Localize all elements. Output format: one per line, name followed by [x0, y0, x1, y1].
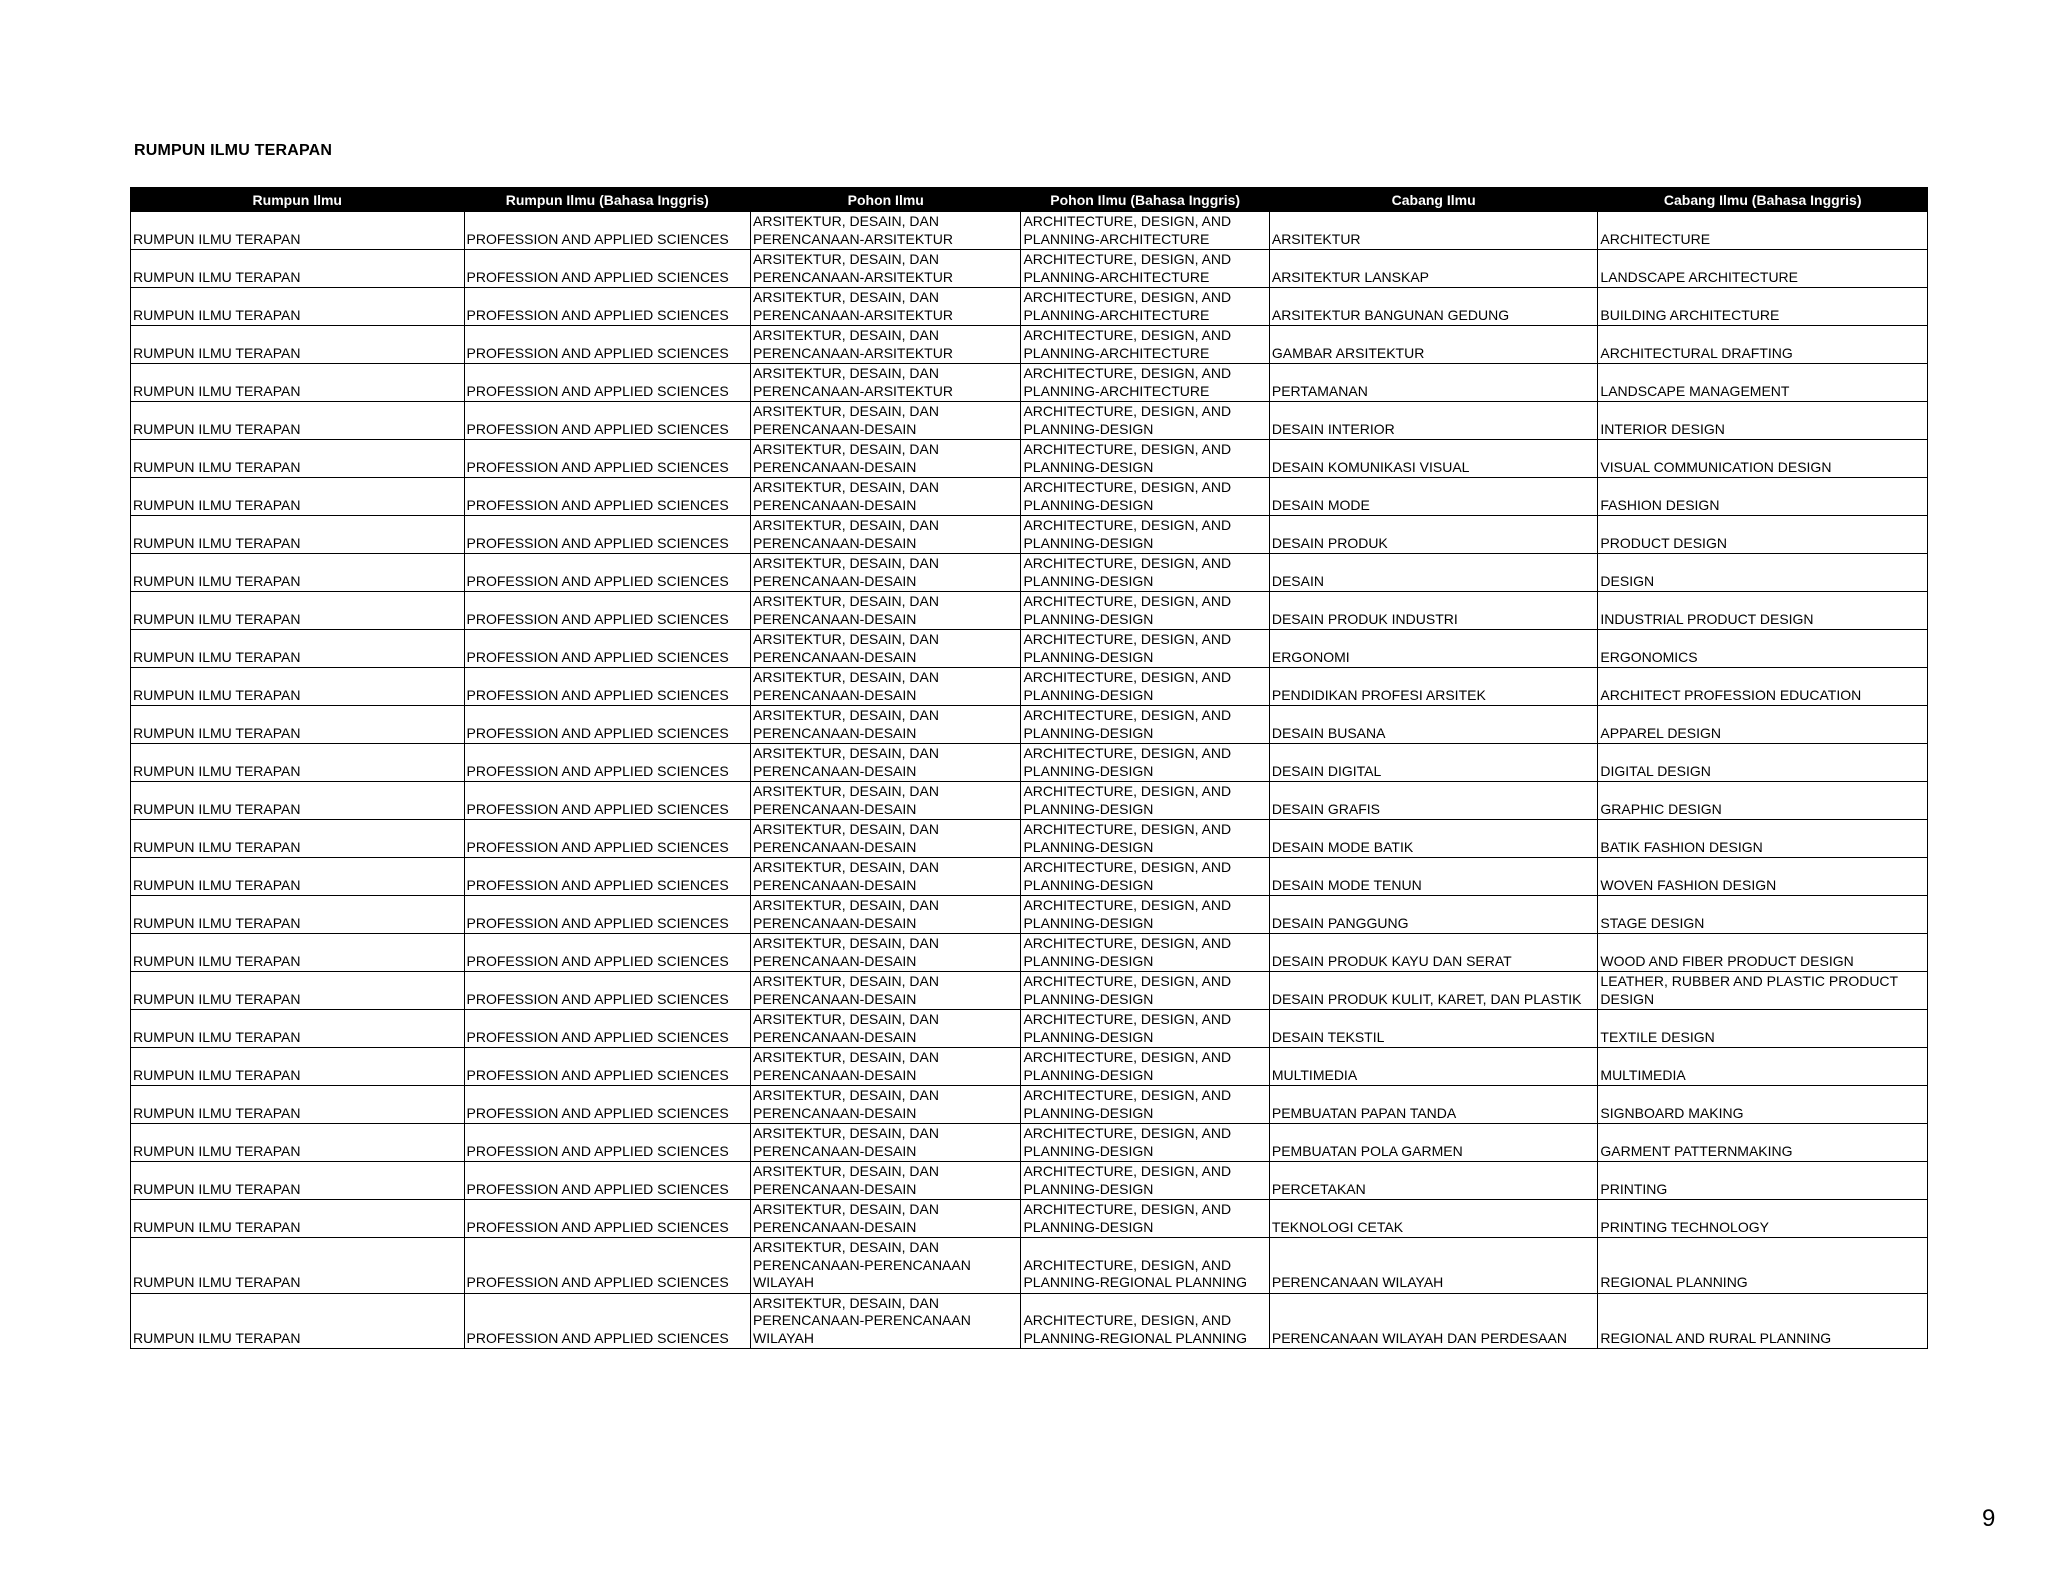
cell-pohon-ilmu-english: ARCHITECTURE, DESIGN, AND PLANNING-DESIGN: [1021, 630, 1269, 668]
cell-cabang-ilmu: DESAIN PRODUK KAYU DAN SERAT: [1269, 934, 1598, 972]
table-row: [131, 934, 1928, 972]
cell-pohon-ilmu-english: ARCHITECTURE, DESIGN, AND PLANNING-DESIGN: [1021, 858, 1269, 896]
cell-rumpun-ilmu: RUMPUN ILMU TERAPAN: [131, 782, 465, 820]
cell-cabang-ilmu: PENDIDIKAN PROFESI ARSITEK: [1269, 668, 1598, 706]
cell-rumpun-ilmu-english: PROFESSION AND APPLIED SCIENCES: [464, 1293, 750, 1349]
cell-cabang-ilmu-english: LEATHER, RUBBER AND PLASTIC PRODUCT DESIGN: [1598, 972, 1928, 1010]
cell-pohon-ilmu: ARSITEKTUR, DESAIN, DAN PERENCANAAN-DESAIN: [751, 934, 1021, 972]
table-row: [131, 630, 1928, 668]
cell-rumpun-ilmu-english: PROFESSION AND APPLIED SCIENCES: [464, 288, 750, 326]
cell-cabang-ilmu: PEMBUATAN POLA GARMEN: [1269, 1124, 1598, 1162]
cell-cabang-ilmu: MULTIMEDIA: [1269, 1048, 1598, 1086]
table-row: [131, 402, 1928, 440]
cell-cabang-ilmu-english: GRAPHIC DESIGN: [1598, 782, 1928, 820]
cell-pohon-ilmu-english: ARCHITECTURE, DESIGN, AND PLANNING-REGIONAL PLANNING: [1021, 1238, 1269, 1294]
cell-cabang-ilmu: DESAIN TEKSTIL: [1269, 1010, 1598, 1048]
cell-pohon-ilmu: ARSITEKTUR, DESAIN, DAN PERENCANAAN-DESAIN: [751, 402, 1021, 440]
cell-cabang-ilmu: DESAIN BUSANA: [1269, 706, 1598, 744]
cell-rumpun-ilmu-english: PROFESSION AND APPLIED SCIENCES: [464, 820, 750, 858]
cell-cabang-ilmu-english: PRINTING: [1598, 1162, 1928, 1200]
table-row: [131, 516, 1928, 554]
cell-rumpun-ilmu: RUMPUN ILMU TERAPAN: [131, 896, 465, 934]
cell-pohon-ilmu-english: ARCHITECTURE, DESIGN, AND PLANNING-ARCHITECTURE: [1021, 364, 1269, 402]
cell-cabang-ilmu-english: ERGONOMICS: [1598, 630, 1928, 668]
cell-pohon-ilmu: ARSITEKTUR, DESAIN, DAN PERENCANAAN-DESAIN: [751, 1200, 1021, 1238]
cell-cabang-ilmu-english: TEXTILE DESIGN: [1598, 1010, 1928, 1048]
cell-pohon-ilmu: ARSITEKTUR, DESAIN, DAN PERENCANAAN-ARSITEKTUR: [751, 288, 1021, 326]
cell-pohon-ilmu: ARSITEKTUR, DESAIN, DAN PERENCANAAN-DESAIN: [751, 478, 1021, 516]
cell-cabang-ilmu: ARSITEKTUR LANSKAP: [1269, 250, 1598, 288]
cell-rumpun-ilmu-english: PROFESSION AND APPLIED SCIENCES: [464, 516, 750, 554]
cell-pohon-ilmu-english: ARCHITECTURE, DESIGN, AND PLANNING-DESIGN: [1021, 516, 1269, 554]
cell-pohon-ilmu-english: ARCHITECTURE, DESIGN, AND PLANNING-DESIGN: [1021, 402, 1269, 440]
table-row: [131, 706, 1928, 744]
taxonomy-table-container: [130, 187, 1928, 1349]
cell-cabang-ilmu-english: BATIK FASHION DESIGN: [1598, 820, 1928, 858]
cell-pohon-ilmu-english: ARCHITECTURE, DESIGN, AND PLANNING-DESIGN: [1021, 1086, 1269, 1124]
table-row: [131, 858, 1928, 896]
table-row: [131, 1293, 1928, 1349]
cell-cabang-ilmu-english: REGIONAL PLANNING: [1598, 1238, 1928, 1294]
cell-rumpun-ilmu-english: PROFESSION AND APPLIED SCIENCES: [464, 972, 750, 1010]
cell-pohon-ilmu: ARSITEKTUR, DESAIN, DAN PERENCANAAN-DESAIN: [751, 592, 1021, 630]
table-row: [131, 440, 1928, 478]
cell-cabang-ilmu-english: APPAREL DESIGN: [1598, 706, 1928, 744]
cell-rumpun-ilmu-english: PROFESSION AND APPLIED SCIENCES: [464, 668, 750, 706]
cell-cabang-ilmu: PEMBUATAN PAPAN TANDA: [1269, 1086, 1598, 1124]
cell-pohon-ilmu: ARSITEKTUR, DESAIN, DAN PERENCANAAN-PERENCANAAN WILAYAH: [751, 1238, 1021, 1294]
cell-pohon-ilmu: ARSITEKTUR, DESAIN, DAN PERENCANAAN-ARSITEKTUR: [751, 212, 1021, 250]
cell-rumpun-ilmu-english: PROFESSION AND APPLIED SCIENCES: [464, 212, 750, 250]
cell-pohon-ilmu: ARSITEKTUR, DESAIN, DAN PERENCANAAN-PERENCANAAN WILAYAH: [751, 1293, 1021, 1349]
cell-cabang-ilmu-english: MULTIMEDIA: [1598, 1048, 1928, 1086]
cell-rumpun-ilmu-english: PROFESSION AND APPLIED SCIENCES: [464, 250, 750, 288]
table-row: [131, 782, 1928, 820]
table-row: [131, 554, 1928, 592]
cell-cabang-ilmu-english: LANDSCAPE MANAGEMENT: [1598, 364, 1928, 402]
cell-pohon-ilmu-english: ARCHITECTURE, DESIGN, AND PLANNING-ARCHITECTURE: [1021, 288, 1269, 326]
cell-rumpun-ilmu-english: PROFESSION AND APPLIED SCIENCES: [464, 630, 750, 668]
cell-cabang-ilmu: ARSITEKTUR: [1269, 212, 1598, 250]
cell-rumpun-ilmu-english: PROFESSION AND APPLIED SCIENCES: [464, 402, 750, 440]
cell-cabang-ilmu-english: LANDSCAPE ARCHITECTURE: [1598, 250, 1928, 288]
cell-rumpun-ilmu: RUMPUN ILMU TERAPAN: [131, 554, 465, 592]
column-header-cabang-ilmu-english: Cabang Ilmu (Bahasa Inggris): [1598, 188, 1928, 212]
cell-rumpun-ilmu: RUMPUN ILMU TERAPAN: [131, 516, 465, 554]
cell-rumpun-ilmu: RUMPUN ILMU TERAPAN: [131, 820, 465, 858]
cell-rumpun-ilmu: RUMPUN ILMU TERAPAN: [131, 934, 465, 972]
cell-pohon-ilmu: ARSITEKTUR, DESAIN, DAN PERENCANAAN-DESAIN: [751, 1048, 1021, 1086]
cell-rumpun-ilmu-english: PROFESSION AND APPLIED SCIENCES: [464, 858, 750, 896]
cell-cabang-ilmu: PERENCANAAN WILAYAH DAN PERDESAAN: [1269, 1293, 1598, 1349]
column-header-rumpun-ilmu: Rumpun Ilmu: [131, 188, 465, 212]
cell-pohon-ilmu-english: ARCHITECTURE, DESIGN, AND PLANNING-DESIGN: [1021, 934, 1269, 972]
cell-pohon-ilmu-english: ARCHITECTURE, DESIGN, AND PLANNING-DESIGN: [1021, 1200, 1269, 1238]
cell-pohon-ilmu-english: ARCHITECTURE, DESIGN, AND PLANNING-DESIGN: [1021, 478, 1269, 516]
cell-cabang-ilmu: DESAIN PRODUK: [1269, 516, 1598, 554]
table-header: [131, 188, 1928, 212]
cell-cabang-ilmu-english: ARCHITECT PROFESSION EDUCATION: [1598, 668, 1928, 706]
cell-pohon-ilmu-english: ARCHITECTURE, DESIGN, AND PLANNING-DESIGN: [1021, 592, 1269, 630]
table-row: [131, 212, 1928, 250]
cell-pohon-ilmu-english: ARCHITECTURE, DESIGN, AND PLANNING-DESIGN: [1021, 972, 1269, 1010]
cell-pohon-ilmu: ARSITEKTUR, DESAIN, DAN PERENCANAAN-DESAIN: [751, 440, 1021, 478]
cell-cabang-ilmu-english: SIGNBOARD MAKING: [1598, 1086, 1928, 1124]
column-header-pohon-ilmu-english: Pohon Ilmu (Bahasa Inggris): [1021, 188, 1269, 212]
cell-rumpun-ilmu-english: PROFESSION AND APPLIED SCIENCES: [464, 1200, 750, 1238]
cell-cabang-ilmu: DESAIN: [1269, 554, 1598, 592]
cell-cabang-ilmu: DESAIN KOMUNIKASI VISUAL: [1269, 440, 1598, 478]
cell-pohon-ilmu-english: ARCHITECTURE, DESIGN, AND PLANNING-DESIGN: [1021, 668, 1269, 706]
cell-cabang-ilmu: PERENCANAAN WILAYAH: [1269, 1238, 1598, 1294]
cell-rumpun-ilmu: RUMPUN ILMU TERAPAN: [131, 478, 465, 516]
cell-pohon-ilmu-english: ARCHITECTURE, DESIGN, AND PLANNING-DESIGN: [1021, 1048, 1269, 1086]
cell-rumpun-ilmu-english: PROFESSION AND APPLIED SCIENCES: [464, 896, 750, 934]
cell-cabang-ilmu: GAMBAR ARSITEKTUR: [1269, 326, 1598, 364]
cell-pohon-ilmu-english: ARCHITECTURE, DESIGN, AND PLANNING-DESIGN: [1021, 1124, 1269, 1162]
cell-pohon-ilmu: ARSITEKTUR, DESAIN, DAN PERENCANAAN-DESAIN: [751, 896, 1021, 934]
cell-rumpun-ilmu-english: PROFESSION AND APPLIED SCIENCES: [464, 1086, 750, 1124]
cell-cabang-ilmu: DESAIN PANGGUNG: [1269, 896, 1598, 934]
taxonomy-table: [130, 187, 1928, 1349]
table-row: [131, 1200, 1928, 1238]
cell-cabang-ilmu: DESAIN GRAFIS: [1269, 782, 1598, 820]
cell-pohon-ilmu: ARSITEKTUR, DESAIN, DAN PERENCANAAN-DESAIN: [751, 782, 1021, 820]
cell-pohon-ilmu-english: ARCHITECTURE, DESIGN, AND PLANNING-DESIGN: [1021, 744, 1269, 782]
cell-rumpun-ilmu-english: PROFESSION AND APPLIED SCIENCES: [464, 1124, 750, 1162]
cell-rumpun-ilmu: RUMPUN ILMU TERAPAN: [131, 972, 465, 1010]
cell-rumpun-ilmu-english: PROFESSION AND APPLIED SCIENCES: [464, 326, 750, 364]
cell-rumpun-ilmu: RUMPUN ILMU TERAPAN: [131, 364, 465, 402]
cell-rumpun-ilmu-english: PROFESSION AND APPLIED SCIENCES: [464, 706, 750, 744]
cell-cabang-ilmu: DESAIN MODE BATIK: [1269, 820, 1598, 858]
cell-pohon-ilmu-english: ARCHITECTURE, DESIGN, AND PLANNING-DESIGN: [1021, 1010, 1269, 1048]
cell-rumpun-ilmu: RUMPUN ILMU TERAPAN: [131, 1293, 465, 1349]
cell-pohon-ilmu-english: ARCHITECTURE, DESIGN, AND PLANNING-DESIGN: [1021, 706, 1269, 744]
table-row: [131, 288, 1928, 326]
cell-pohon-ilmu: ARSITEKTUR, DESAIN, DAN PERENCANAAN-DESAIN: [751, 630, 1021, 668]
cell-cabang-ilmu: PERCETAKAN: [1269, 1162, 1598, 1200]
cell-rumpun-ilmu: RUMPUN ILMU TERAPAN: [131, 250, 465, 288]
cell-cabang-ilmu-english: BUILDING ARCHITECTURE: [1598, 288, 1928, 326]
cell-pohon-ilmu: ARSITEKTUR, DESAIN, DAN PERENCANAAN-DESAIN: [751, 1162, 1021, 1200]
cell-cabang-ilmu-english: INDUSTRIAL PRODUCT DESIGN: [1598, 592, 1928, 630]
cell-pohon-ilmu-english: ARCHITECTURE, DESIGN, AND PLANNING-DESIGN: [1021, 440, 1269, 478]
cell-pohon-ilmu: ARSITEKTUR, DESAIN, DAN PERENCANAAN-DESAIN: [751, 972, 1021, 1010]
cell-cabang-ilmu: TEKNOLOGI CETAK: [1269, 1200, 1598, 1238]
cell-pohon-ilmu: ARSITEKTUR, DESAIN, DAN PERENCANAAN-DESAIN: [751, 1086, 1021, 1124]
column-header-pohon-ilmu: Pohon Ilmu: [751, 188, 1021, 212]
cell-cabang-ilmu-english: STAGE DESIGN: [1598, 896, 1928, 934]
cell-rumpun-ilmu: RUMPUN ILMU TERAPAN: [131, 212, 465, 250]
table-row: [131, 1124, 1928, 1162]
cell-rumpun-ilmu: RUMPUN ILMU TERAPAN: [131, 326, 465, 364]
cell-cabang-ilmu-english: PRODUCT DESIGN: [1598, 516, 1928, 554]
column-header-rumpun-ilmu-english: Rumpun Ilmu (Bahasa Inggris): [464, 188, 750, 212]
cell-pohon-ilmu-english: ARCHITECTURE, DESIGN, AND PLANNING-ARCHITECTURE: [1021, 250, 1269, 288]
cell-rumpun-ilmu-english: PROFESSION AND APPLIED SCIENCES: [464, 1010, 750, 1048]
table-row: [131, 326, 1928, 364]
cell-cabang-ilmu: DESAIN MODE TENUN: [1269, 858, 1598, 896]
cell-pohon-ilmu-english: ARCHITECTURE, DESIGN, AND PLANNING-DESIGN: [1021, 896, 1269, 934]
cell-rumpun-ilmu-english: PROFESSION AND APPLIED SCIENCES: [464, 440, 750, 478]
cell-cabang-ilmu-english: GARMENT PATTERNMAKING: [1598, 1124, 1928, 1162]
cell-pohon-ilmu: ARSITEKTUR, DESAIN, DAN PERENCANAAN-ARSITEKTUR: [751, 364, 1021, 402]
cell-rumpun-ilmu: RUMPUN ILMU TERAPAN: [131, 1048, 465, 1086]
cell-pohon-ilmu: ARSITEKTUR, DESAIN, DAN PERENCANAAN-DESAIN: [751, 1124, 1021, 1162]
cell-rumpun-ilmu: RUMPUN ILMU TERAPAN: [131, 592, 465, 630]
cell-rumpun-ilmu: RUMPUN ILMU TERAPAN: [131, 1124, 465, 1162]
cell-rumpun-ilmu: RUMPUN ILMU TERAPAN: [131, 1086, 465, 1124]
cell-cabang-ilmu: DESAIN PRODUK KULIT, KARET, DAN PLASTIK: [1269, 972, 1598, 1010]
cell-cabang-ilmu: DESAIN INTERIOR: [1269, 402, 1598, 440]
cell-pohon-ilmu: ARSITEKTUR, DESAIN, DAN PERENCANAAN-ARSITEKTUR: [751, 250, 1021, 288]
table-row: [131, 364, 1928, 402]
cell-pohon-ilmu-english: ARCHITECTURE, DESIGN, AND PLANNING-DESIGN: [1021, 782, 1269, 820]
cell-rumpun-ilmu: RUMPUN ILMU TERAPAN: [131, 402, 465, 440]
cell-rumpun-ilmu-english: PROFESSION AND APPLIED SCIENCES: [464, 744, 750, 782]
cell-rumpun-ilmu: RUMPUN ILMU TERAPAN: [131, 1010, 465, 1048]
cell-cabang-ilmu-english: ARCHITECTURE: [1598, 212, 1928, 250]
cell-pohon-ilmu-english: ARCHITECTURE, DESIGN, AND PLANNING-DESIGN: [1021, 1162, 1269, 1200]
cell-rumpun-ilmu: RUMPUN ILMU TERAPAN: [131, 288, 465, 326]
cell-rumpun-ilmu: RUMPUN ILMU TERAPAN: [131, 706, 465, 744]
table-row: [131, 1048, 1928, 1086]
cell-pohon-ilmu-english: ARCHITECTURE, DESIGN, AND PLANNING-REGIONAL PLANNING: [1021, 1293, 1269, 1349]
cell-rumpun-ilmu-english: PROFESSION AND APPLIED SCIENCES: [464, 782, 750, 820]
cell-rumpun-ilmu: RUMPUN ILMU TERAPAN: [131, 630, 465, 668]
cell-cabang-ilmu-english: VISUAL COMMUNICATION DESIGN: [1598, 440, 1928, 478]
cell-pohon-ilmu: ARSITEKTUR, DESAIN, DAN PERENCANAAN-DESAIN: [751, 744, 1021, 782]
cell-cabang-ilmu-english: ARCHITECTURAL DRAFTING: [1598, 326, 1928, 364]
header-row: [131, 188, 1928, 212]
cell-cabang-ilmu-english: PRINTING TECHNOLOGY: [1598, 1200, 1928, 1238]
table-row: [131, 896, 1928, 934]
cell-pohon-ilmu: ARSITEKTUR, DESAIN, DAN PERENCANAAN-DESAIN: [751, 706, 1021, 744]
cell-rumpun-ilmu: RUMPUN ILMU TERAPAN: [131, 440, 465, 478]
cell-cabang-ilmu-english: FASHION DESIGN: [1598, 478, 1928, 516]
column-header-cabang-ilmu: Cabang Ilmu: [1269, 188, 1598, 212]
cell-rumpun-ilmu: RUMPUN ILMU TERAPAN: [131, 1238, 465, 1294]
table-row: [131, 972, 1928, 1010]
cell-pohon-ilmu: ARSITEKTUR, DESAIN, DAN PERENCANAAN-DESAIN: [751, 516, 1021, 554]
cell-rumpun-ilmu-english: PROFESSION AND APPLIED SCIENCES: [464, 592, 750, 630]
cell-cabang-ilmu-english: INTERIOR DESIGN: [1598, 402, 1928, 440]
cell-rumpun-ilmu-english: PROFESSION AND APPLIED SCIENCES: [464, 478, 750, 516]
cell-cabang-ilmu: DESAIN DIGITAL: [1269, 744, 1598, 782]
cell-pohon-ilmu: ARSITEKTUR, DESAIN, DAN PERENCANAAN-DESAIN: [751, 554, 1021, 592]
cell-rumpun-ilmu-english: PROFESSION AND APPLIED SCIENCES: [464, 1162, 750, 1200]
cell-rumpun-ilmu: RUMPUN ILMU TERAPAN: [131, 744, 465, 782]
cell-rumpun-ilmu-english: PROFESSION AND APPLIED SCIENCES: [464, 554, 750, 592]
table-row: [131, 744, 1928, 782]
table-row: [131, 1162, 1928, 1200]
cell-pohon-ilmu-english: ARCHITECTURE, DESIGN, AND PLANNING-DESIGN: [1021, 554, 1269, 592]
table-row: [131, 1238, 1928, 1294]
cell-pohon-ilmu-english: ARCHITECTURE, DESIGN, AND PLANNING-ARCHITECTURE: [1021, 326, 1269, 364]
cell-pohon-ilmu: ARSITEKTUR, DESAIN, DAN PERENCANAAN-DESAIN: [751, 820, 1021, 858]
table-row: [131, 820, 1928, 858]
cell-rumpun-ilmu-english: PROFESSION AND APPLIED SCIENCES: [464, 364, 750, 402]
cell-cabang-ilmu: PERTAMANAN: [1269, 364, 1598, 402]
cell-cabang-ilmu-english: WOOD AND FIBER PRODUCT DESIGN: [1598, 934, 1928, 972]
cell-cabang-ilmu-english: DESIGN: [1598, 554, 1928, 592]
page-title: RUMPUN ILMU TERAPAN: [134, 142, 333, 159]
cell-rumpun-ilmu: RUMPUN ILMU TERAPAN: [131, 1162, 465, 1200]
cell-cabang-ilmu-english: WOVEN FASHION DESIGN: [1598, 858, 1928, 896]
cell-pohon-ilmu-english: ARCHITECTURE, DESIGN, AND PLANNING-ARCHITECTURE: [1021, 212, 1269, 250]
cell-rumpun-ilmu-english: PROFESSION AND APPLIED SCIENCES: [464, 1238, 750, 1294]
cell-cabang-ilmu: DESAIN MODE: [1269, 478, 1598, 516]
cell-cabang-ilmu-english: DIGITAL DESIGN: [1598, 744, 1928, 782]
cell-cabang-ilmu: DESAIN PRODUK INDUSTRI: [1269, 592, 1598, 630]
table-row: [131, 250, 1928, 288]
cell-pohon-ilmu-english: ARCHITECTURE, DESIGN, AND PLANNING-DESIGN: [1021, 820, 1269, 858]
cell-rumpun-ilmu: RUMPUN ILMU TERAPAN: [131, 1200, 465, 1238]
table-body: [131, 212, 1928, 1349]
cell-pohon-ilmu: ARSITEKTUR, DESAIN, DAN PERENCANAAN-DESAIN: [751, 858, 1021, 896]
page-number: 9: [1982, 1505, 1996, 1532]
cell-pohon-ilmu: ARSITEKTUR, DESAIN, DAN PERENCANAAN-ARSITEKTUR: [751, 326, 1021, 364]
cell-pohon-ilmu: ARSITEKTUR, DESAIN, DAN PERENCANAAN-DESAIN: [751, 1010, 1021, 1048]
cell-cabang-ilmu: ARSITEKTUR BANGUNAN GEDUNG: [1269, 288, 1598, 326]
cell-pohon-ilmu: ARSITEKTUR, DESAIN, DAN PERENCANAAN-DESAIN: [751, 668, 1021, 706]
table-row: [131, 668, 1928, 706]
cell-rumpun-ilmu-english: PROFESSION AND APPLIED SCIENCES: [464, 1048, 750, 1086]
table-row: [131, 1010, 1928, 1048]
table-row: [131, 592, 1928, 630]
cell-rumpun-ilmu: RUMPUN ILMU TERAPAN: [131, 858, 465, 896]
cell-rumpun-ilmu: RUMPUN ILMU TERAPAN: [131, 668, 465, 706]
cell-cabang-ilmu: ERGONOMI: [1269, 630, 1598, 668]
table-row: [131, 1086, 1928, 1124]
cell-cabang-ilmu-english: REGIONAL AND RURAL PLANNING: [1598, 1293, 1928, 1349]
table-row: [131, 478, 1928, 516]
cell-rumpun-ilmu-english: PROFESSION AND APPLIED SCIENCES: [464, 934, 750, 972]
